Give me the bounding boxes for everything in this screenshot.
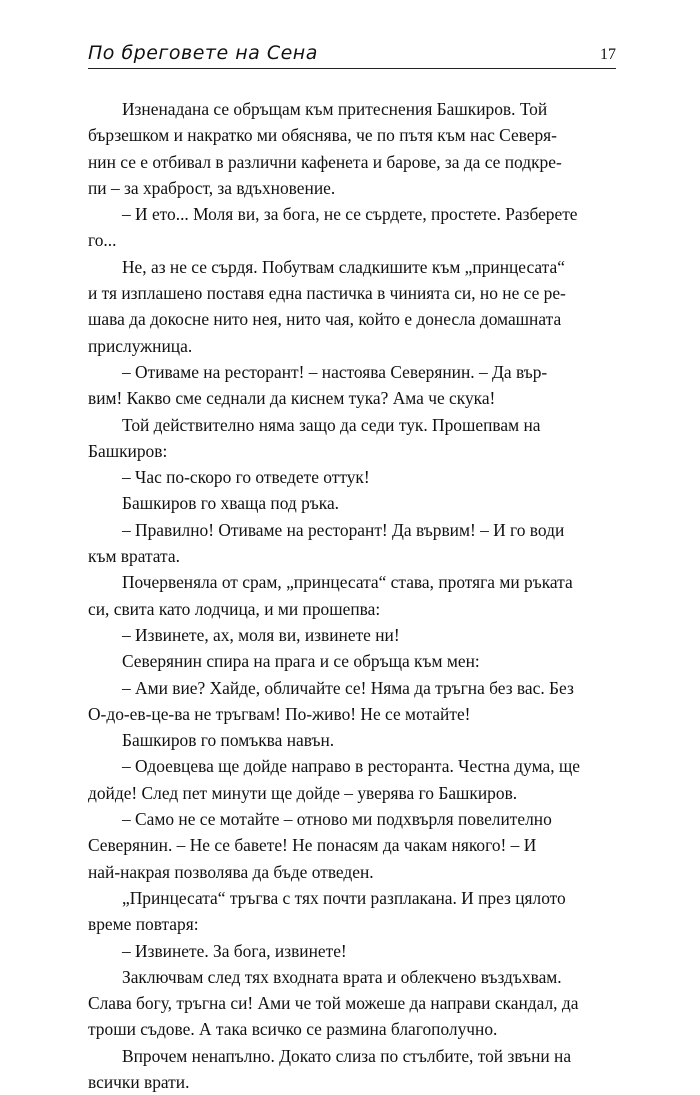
header-rule bbox=[88, 68, 616, 69]
text-line: Башкиров: bbox=[88, 440, 168, 461]
text-line: Башкиров го помъква навън. bbox=[122, 730, 335, 751]
text-line: – И ето... Моля ви, за бога, не се сърдете, простете. Разберете bbox=[122, 204, 578, 225]
text-line: Заключвам след тях входната врата и облекчено въздъхвам. bbox=[122, 966, 562, 987]
text-line: Не, аз не се сърдя. Побутвам сладкишите към „принцесата“ bbox=[122, 256, 565, 277]
text-line: към вратата. bbox=[88, 546, 180, 567]
text-line: троши съдове. А така всичко се размина благополучно. bbox=[88, 1019, 498, 1040]
page-number: 17 bbox=[600, 46, 616, 63]
text-line: прислужница. bbox=[88, 335, 193, 356]
text-line: време повтаря: bbox=[88, 914, 199, 935]
text-line: – Извинете, ах, моля ви, извинете ни! bbox=[122, 624, 400, 645]
text-line: вим! Какво сме седнали да киснем тука? Ама че скука! bbox=[88, 388, 496, 409]
text-line: всички врати. bbox=[88, 1071, 190, 1092]
text-line: го... bbox=[88, 230, 117, 251]
text-line: шава да докосне нито нея, нито чая, който е донесла домашната bbox=[88, 309, 562, 330]
text-line: – Правилно! Отиваме на ресторант! Да вървим! – И го води bbox=[122, 519, 565, 540]
text-line: – Отиваме на ресторант! – настоява Северянин. – Да вър- bbox=[122, 361, 548, 382]
text-line: Впрочем ненапълно. Докато слиза по стълбите, той звъни на bbox=[122, 1045, 572, 1066]
text-line: Северянин. – Не се бавете! Не понасям да чакам някого! – И bbox=[88, 835, 537, 856]
running-title: По бреговете на Сена bbox=[88, 42, 318, 64]
text-line: и тя изплашено поставя една пастичка в чинията си, но не се ре- bbox=[88, 283, 566, 304]
text-line: О-до-ев-це-ва не тръгвам! По-живо! Не се мотайте! bbox=[88, 703, 471, 724]
text-line: Башкиров го хваща под ръка. bbox=[122, 493, 340, 514]
text-line: – Ами вие? Хайде, обличайте се! Няма да тръгна без вас. Без bbox=[122, 677, 574, 698]
text-line: – Одоевцева ще дойде направо в ресторанта. Честна дума, ще bbox=[122, 756, 581, 777]
text-line: дойде! След пет минути ще дойде – уверява го Башкиров. bbox=[88, 782, 518, 803]
text-line: Почервеняла от срам, „принцесата“ става, протяга ми ръката bbox=[122, 572, 573, 593]
text-line: Северянин спира на прага и се обръща към мен: bbox=[122, 651, 480, 672]
text-line: бързешком и накратко ми обяснява, че по пътя към нас Северя- bbox=[88, 125, 557, 146]
text-line: Слава богу, тръгна си! Ами че той можеше да направи скандал, да bbox=[88, 993, 579, 1014]
text-line: нин се е отбивал в различни кафенета и барове, за да се подкре- bbox=[88, 151, 562, 172]
text-line: си, свита като лодчица, и ми прошепва: bbox=[88, 598, 381, 619]
text-line: Изненадана се обръщам към притеснения Башкиров. Той bbox=[122, 99, 548, 119]
text-line: най-накрая позволява да бъде отведен. bbox=[88, 861, 374, 882]
text-line: Той действително няма защо да седи тук. Прошепвам на bbox=[122, 414, 541, 435]
text-line: пи – за храброст, за вдъхновение. bbox=[88, 177, 336, 198]
page-header bbox=[88, 38, 616, 70]
text-line: – Час по-скоро го отведете оттук! bbox=[122, 467, 370, 488]
text-line: „Принцесата“ тръгва с тях почти разплакана. И през цялото bbox=[122, 887, 566, 908]
text-line: – Само не се мотайте – отново ми подхвърля повелително bbox=[122, 809, 552, 830]
body-text bbox=[88, 96, 616, 1095]
text-line: – Извинете. За бога, извинете! bbox=[122, 940, 347, 961]
